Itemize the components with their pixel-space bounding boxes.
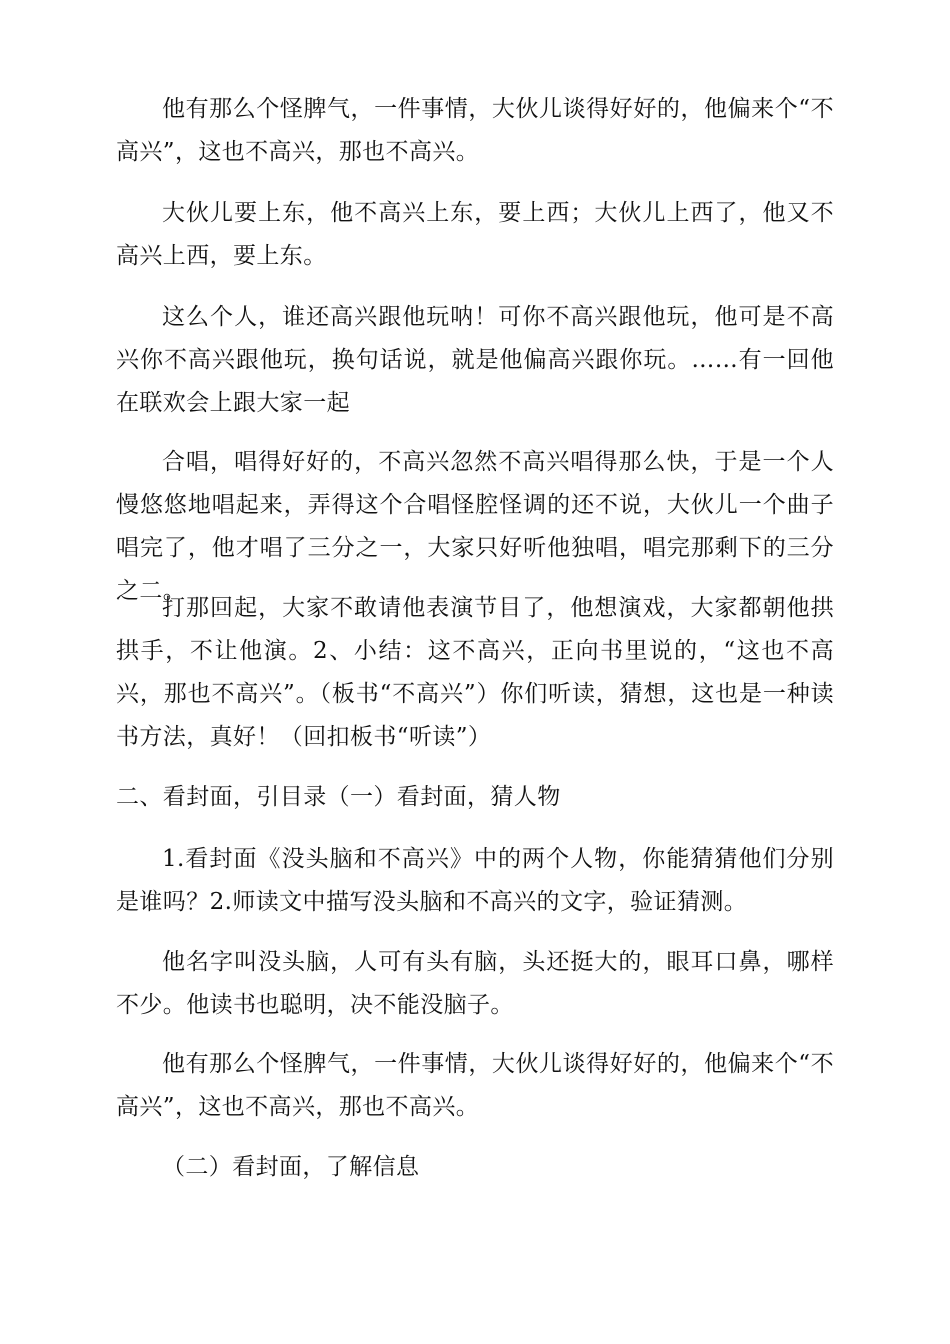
section-heading: 二、看封面，引目录（一）看封面，猜人物 bbox=[116, 784, 561, 810]
subsection-heading: （二）看封面，了解信息 bbox=[162, 1154, 420, 1180]
paragraph-6: 1.看封面《没头脑和不高兴》中的两个人物，你能猜猜他们分别是谁吗？2.师读文中描写没头脑和不高兴的文字，验证猜测。 bbox=[116, 846, 834, 915]
paragraph-1: 他有那么个怪脾气，一件事情，大伙儿谈得好好的，他偏来个“不高兴”，这也不高兴，那也不高兴。 bbox=[116, 96, 834, 165]
paragraph-8: 他有那么个怪脾气，一件事情，大伙儿谈得好好的，他偏来个“不高兴”，这也不高兴，那也不高兴。 bbox=[116, 1051, 834, 1120]
paragraph-3: 这么个人，谁还高兴跟他玩呐！可你不高兴跟他玩，他可是不高兴你不高兴跟他玩，换句话说，就是他偏高兴跟你玩。……有一回他在联欢会上跟大家一起 bbox=[116, 304, 834, 416]
paragraph-7: 他名字叫没头脑，人可有头有脑，头还挺大的，眼耳口鼻，哪样不少。他读书也聪明，决不能没脑子。 bbox=[116, 949, 834, 1018]
paragraph-4: 合唱，唱得好好的，不高兴忽然不高兴唱得那么快，于是一个人慢悠悠地唱起来，弄得这个合唱怪腔怪调的还不说，大伙儿一个曲子唱完了，他才唱了三分之一，大家只好听他独唱，唱完那剩下的三分之二。 bbox=[116, 449, 834, 604]
paragraph-2: 大伙儿要上东，他不高兴上东，要上西；大伙儿上西了，他又不高兴上西，要上东。 bbox=[116, 200, 834, 269]
paragraph-5: 打那回起，大家不敢请他表演节目了，他想演戏，大家都朝他拱拱手，不让他演。2、小结：这不高兴，正向书里说的，“这也不高兴，那也不高兴”。（板书“不高兴”）你们听读，猜想，这也是一种读书方法，真好！（回扣板书“听读”） bbox=[116, 595, 834, 750]
